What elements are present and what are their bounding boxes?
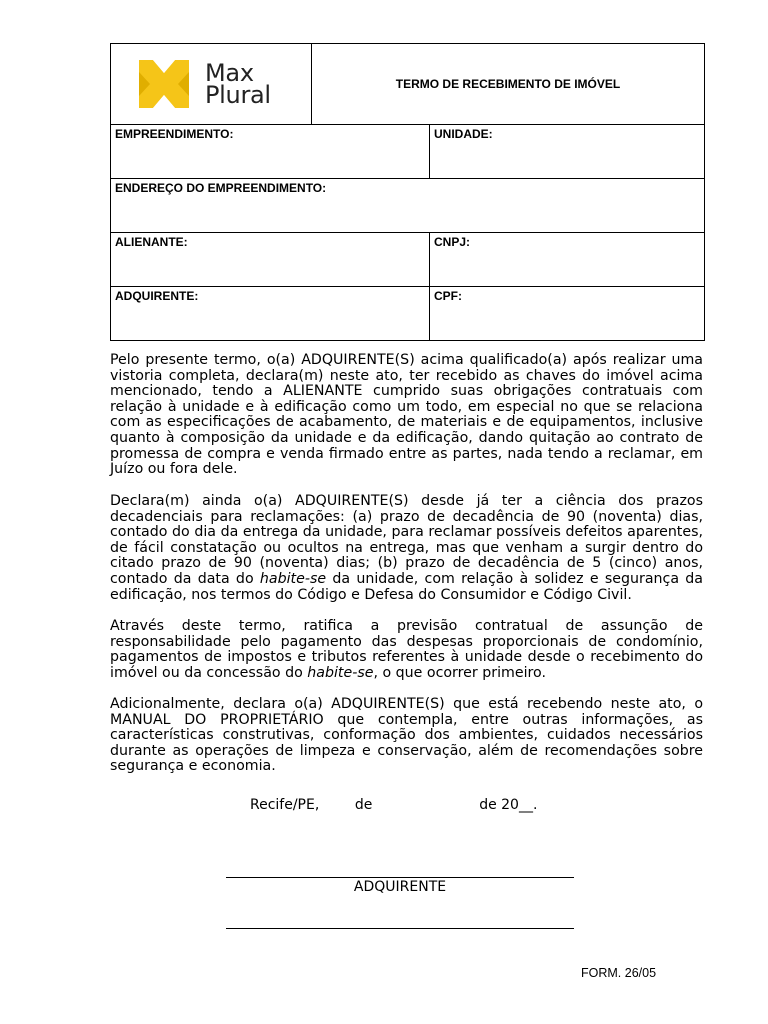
signature-label: ADQUIRENTE xyxy=(353,879,447,895)
paragraph-3-part-b: , o que ocorrer primeiro. xyxy=(373,664,546,681)
logo-cell xyxy=(111,44,312,125)
field-cpf: CPF: xyxy=(430,287,705,341)
logo-line-1: Max xyxy=(205,59,254,87)
paragraph-2-part-a: Declara(m) ainda o(a) ADQUIRENTE(S) desde já ter a ciência dos prazos decadenciais para reclamações: (a) prazo de decadência de 90 (noventa) dias, contado do dia da entrega da unidade, para reclamar possíveis defeitos aparentes, de fácil constatação ou ocultos na entrega, mas que venham a surgir dentro do citado prazo de 90 (noventa) dias; (b) prazo de decadência de 5 (cinco) anos, contado da data do xyxy=(110,493,703,587)
paragraph-2 xyxy=(110,494,703,603)
paragraph-3 xyxy=(110,619,703,681)
max-plural-logo xyxy=(139,60,271,108)
paragraph-1: Pelo presente termo, o(a) ADQUIRENTE(S) acima qualificado(a) após realizar uma vistoria completa, declara(m) neste ato, ter recebido as chaves do imóvel acima mencionado, tendo a ALIENANTE cumprido suas obrigações contratuais com relação à unidade e à edificação como um todo, em especial no que se relaciona com as especificações de acabamento, de materiais e de equipamentos, inclusive quanto à composição da unidade e da edificação, dando quitação ao contrato de promessa de compra e venda firmado entre as partes, nada tendo a reclamar, em Juízo ou fora dele. xyxy=(110,352,703,478)
max-plural-logo-icon xyxy=(139,60,189,108)
paragraph-3-part-a: Através deste termo, ratifica a previsão contratual de assunção de responsabilidade pelo pagamento das despesas proporcionais de condomínio, pagamentos de impostos e tributos referentes à unidade desde o recebimento do imóvel ou da concessão do xyxy=(110,618,703,681)
form-code: FORM. 26/05 xyxy=(581,966,657,980)
field-cnpj: CNPJ: xyxy=(430,233,705,287)
field-adquirente: ADQUIRENTE: xyxy=(111,287,430,341)
field-empreendimento: EMPREENDIMENTO: xyxy=(111,125,430,179)
field-alienante: ALIENANTE: xyxy=(111,233,430,287)
signature-line-second xyxy=(226,928,574,929)
field-unidade: UNIDADE: xyxy=(430,125,705,179)
logo-wordmark xyxy=(205,59,271,109)
document-title: TERMO DE RECEBIMENTO DE IMÓVEL xyxy=(312,44,705,125)
paragraph-2-part-b: da unidade, com relação à solidez e segurança da edificação, nos termos do Código e Defesa do Consumidor e Código Civil. xyxy=(110,570,704,603)
header-form-table xyxy=(110,43,705,341)
place-date-line: Recife/PE, de de 20__. xyxy=(250,797,538,813)
paragraph-3-italic: habite-se xyxy=(307,664,374,681)
field-endereco: ENDEREÇO DO EMPREENDIMENTO: xyxy=(111,179,705,233)
signature-line-adquirente xyxy=(226,877,574,878)
paragraph-2-italic: habite-se xyxy=(259,570,327,587)
logo-line-2: Plural xyxy=(205,81,271,109)
paragraph-4: Adicionalmente, declara o(a) ADQUIRENTE(S) que está recebendo neste ato, o MANUAL DO PROPRIETÁRIO que contempla, entre outras informações, as características construtivas, conformação dos ambientes, cuidados necessários durante as operações de limpeza e conservação, além de recomendações sobre segurança e economia. xyxy=(110,696,703,775)
